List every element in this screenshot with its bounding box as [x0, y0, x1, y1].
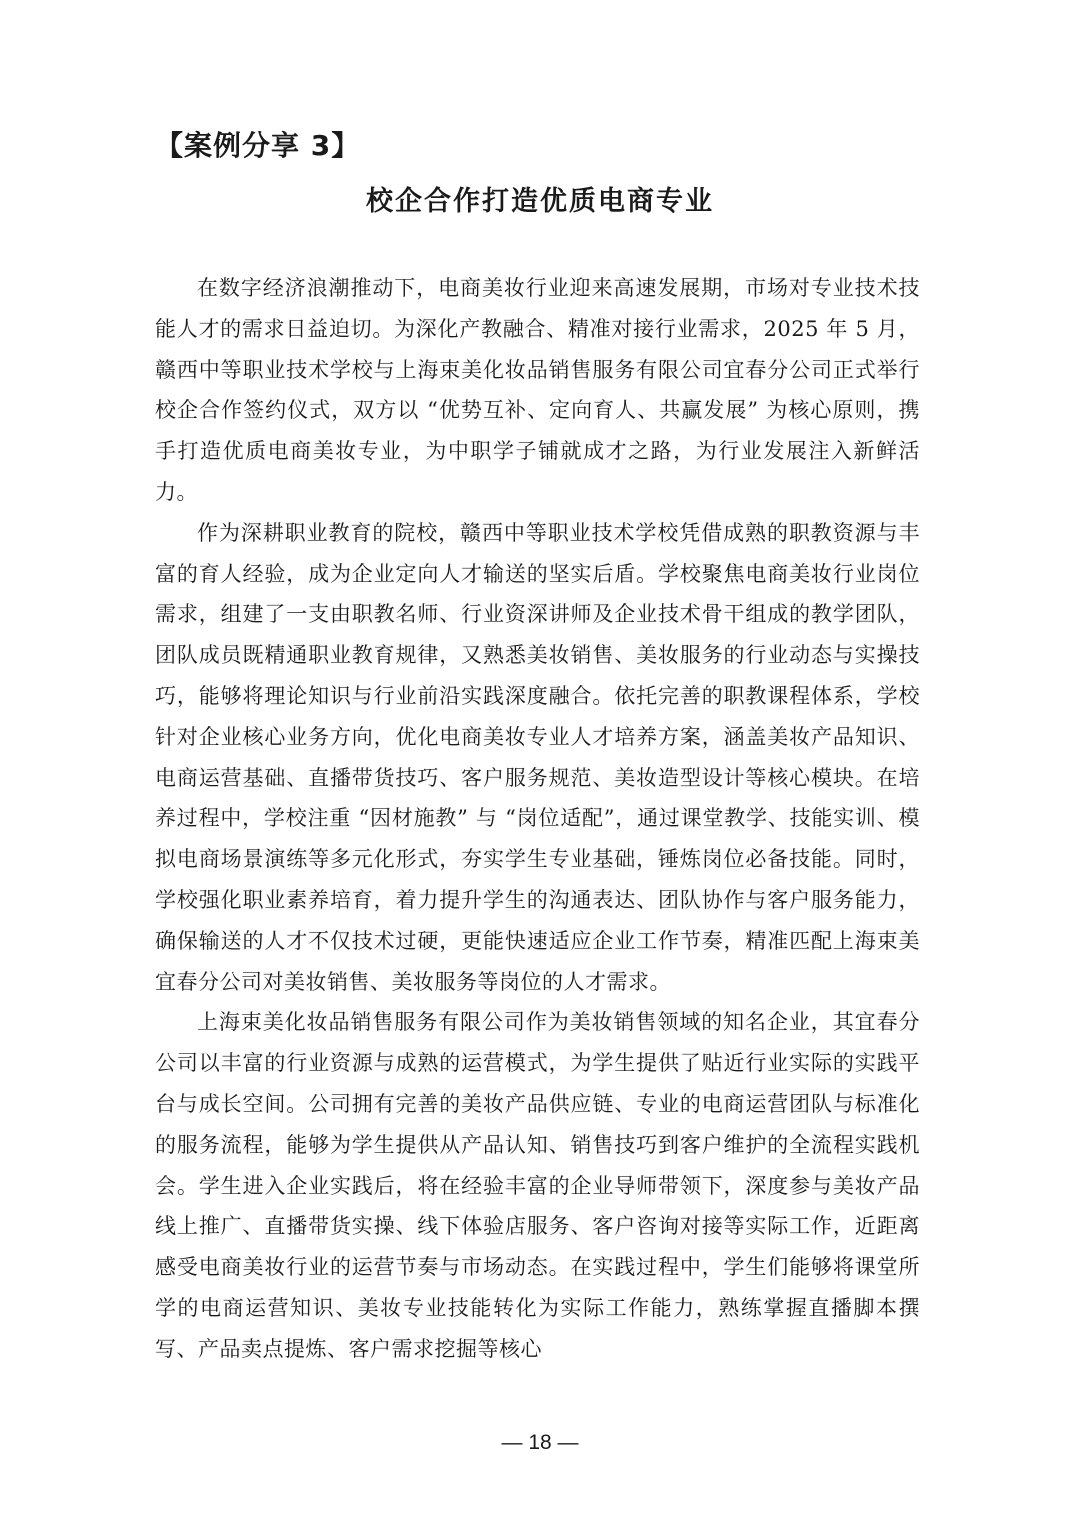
- page-number: — 18 —: [501, 1431, 579, 1454]
- article-body: [155, 268, 920, 1370]
- paragraph-2: 作为深耕职业教育的院校，赣西中等职业技术学校凭借成熟的职教资源与丰富的育人经验，成为企业定向人才输送的坚实后盾。学校聚焦电商美妆行业岗位需求，组建了一支由职教名师、行业资深讲师及企业技术骨干组成的教学团队，团队成员既精通职业教育规律，又熟悉美妆销售、美妆服务的行业动态与实操技巧，能够将理论知识与行业前沿实践深度融合。依托完善的职教课程体系，学校针对企业核心业务方向，优化电商美妆专业人才培养方案，涵盖美妆产品知识、电商运营基础、直播带货技巧、客户服务规范、美妆造型设计等核心模块。在培养过程中，学校注重 “因材施教” 与 “岗位适配”，通过课堂教学、技能实训、模拟电商场景演练等多元化形式，夯实学生专业基础，锤炼岗位必备技能。同时，学校强化职业素养培育，着力提升学生的沟通表达、团队协作与客户服务能力，确保输送的人才不仅技术过硬，更能快速适应企业工作节奏，精准匹配上海束美宜春分公司对美妆销售、美妆服务等岗位的人才需求。: [155, 520, 920, 994]
- paragraph-1: 在数字经济浪潮推动下，电商美妆行业迎来高速发展期，市场对专业技术技能人才的需求日益迫切。为深化产教融合、精准对接行业需求，2025 年 5 月，赣西中等职业技术学校与上海束美化妆品销售服务有限公司宜春分公司正式举行校企合作签约仪式，双方以 “优势互补、定向育人、共赢发展” 为核心原则，携手打造优质电商美妆专业，为中职学子铺就成才之路，为行业发展注入新鲜活力。: [155, 276, 920, 504]
- page-title: 校企合作打造优质电商专业: [366, 186, 714, 217]
- section-label: 【案例分享 3】: [155, 129, 361, 162]
- paragraph-3: 上海束美化妆品销售服务有限公司作为美妆销售领域的知名企业，其宜春分公司以丰富的行业资源与成熟的运营模式，为学生提供了贴近行业实际的实践平台与成长空间。公司拥有完善的美妆产品供应链、专业的电商运营团队与标准化的服务流程，能够为学生提供从产品认知、销售技巧到客户维护的全流程实践机会。学生进入企业实践后，将在经验丰富的企业导师带领下，深度参与美妆产品线上推广、直播带货实操、线下体验店服务、客户咨询对接等实际工作，近距离感受电商美妆行业的运营节奏与市场动态。在实践过程中，学生们能够将课堂所学的电商运营知识、美妆专业技能转化为实际工作能力，熟练掌握直播脚本撰写、产品卖点提炼、客户需求挖掘等核心: [155, 1010, 920, 1361]
